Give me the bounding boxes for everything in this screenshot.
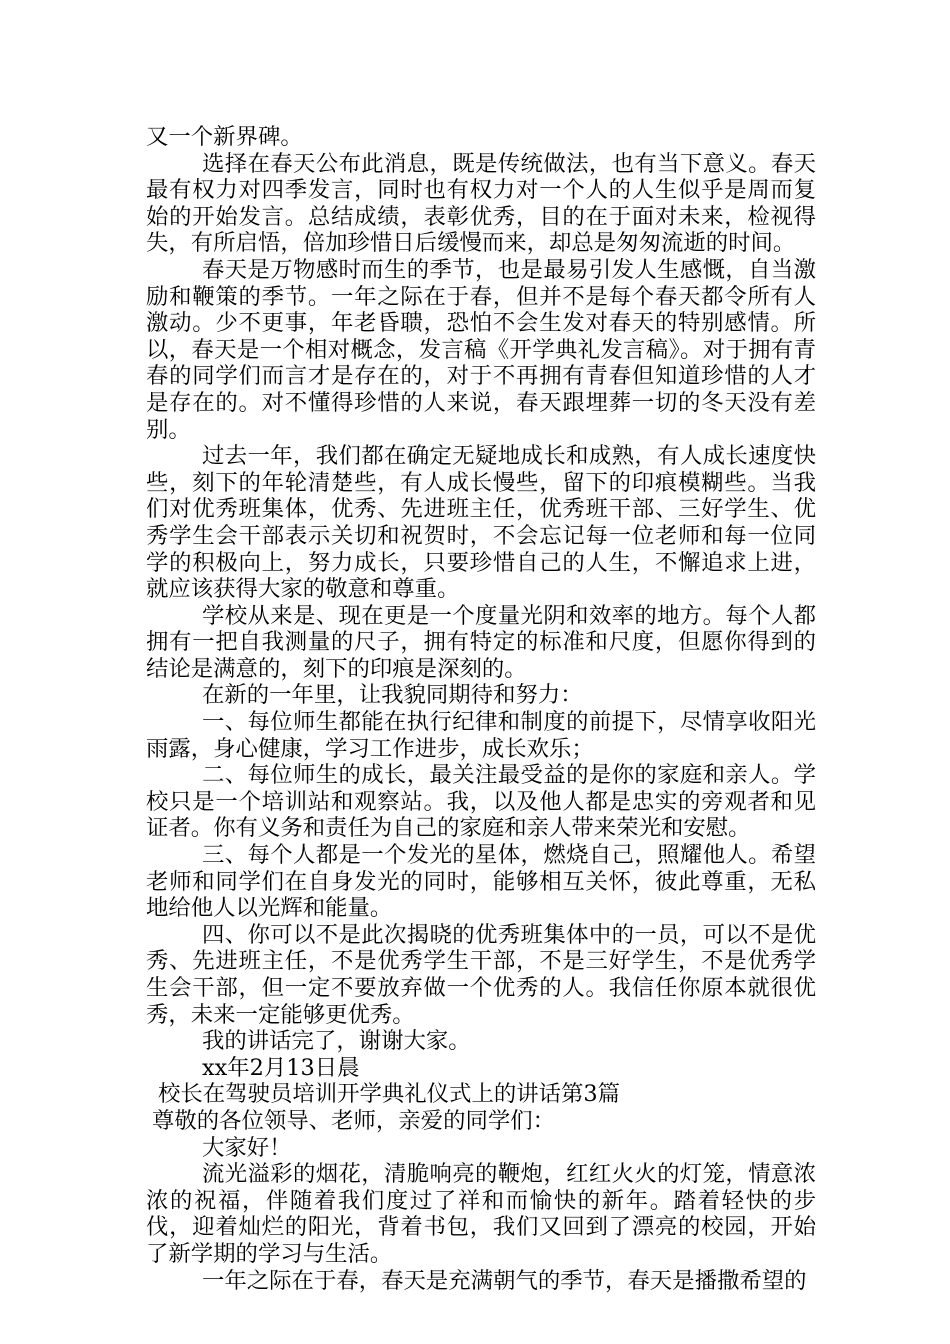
paragraph: 过去一年，我们都在确定无疑地成长和成熟，有人成长速度快些，刻下的年轮清楚些，有人成长慢些，留下的印痕模糊些。当我们对优秀班集体，优秀、先进班主任，优秀班干部、三好学生、优秀学生会干部表示关切和祝贺时，不会忘记每一位老师和每一位同学的积极向上，努力成长，只要珍惜自己的人生，不懈追求上进，就应该获得大家的敬意和尊重。: [146, 443, 816, 603]
salutation: 尊敬的各位领导、老师，亲爱的同学们：: [152, 1107, 556, 1134]
paragraph: 春天是万物感时而生的季节，也是最易引发人生感慨，自当激励和鞭策的季节。一年之际在于春，但并不是每个春天都令所有人激动。少不更事，年老昏聩，恐怕不会生发对春天的特别感情。所以，春天是一个相对概念，发言稿《开学典礼发言稿》。对于拥有青春的同学们而言才是存在的，对于不再拥有青春但知道珍惜的人才是存在的。对不懂得珍惜的人来说，春天跟埋葬一切的冬天没有差别。: [146, 256, 816, 443]
paragraph: 在新的一年里，让我貌同期待和努力：: [202, 682, 583, 709]
paragraph: 选择在春天公布此消息，既是传统做法，也有当下意义。春天最有权力对四季发言，同时也有权力对一个人的人生似乎是周而复始的开始发言。总结成绩，表彰优秀，目的在于面对未来，检视得失，有所启悟，倍加珍惜日后缓慢而来，却总是匆匆流逝的时间。: [146, 150, 816, 257]
document-body: [146, 124, 816, 1294]
speech-date: xx年2月13日晨: [202, 1054, 360, 1081]
list-item-one: 一、每位师生都能在执行纪律和制度的前提下，尽情享收阳光雨露，身心健康，学习工作进步，成长欢乐；: [146, 709, 816, 762]
list-item-four: 四、你可以不是此次揭晓的优秀班集体中的一员，可以不是优秀、先进班主任，不是优秀学生干部，不是三好学生，不是优秀学生会干部，但一定不要放弃做一个优秀的人。我信任你原本就很优秀，未来一定能够更优秀。: [146, 921, 816, 1028]
list-item-two: 二、每位师生的成长，最关注最受益的是你的家庭和亲人。学校只是一个培训站和观察站。我，以及他人都是忠实的旁观者和见证者。你有义务和责任为自己的家庭和亲人带来荣光和安慰。: [146, 762, 816, 842]
section-title: 校长在驾驶员培训开学典礼仪式上的讲话第3篇: [158, 1081, 621, 1108]
paragraph: 一年之际在于春，春天是充满朝气的季节，春天是播撒希望的: [202, 1267, 807, 1294]
paragraph: 流光溢彩的烟花，清脆响亮的鞭炮，红红火火的灯笼，情意浓浓的祝福，伴随着我们度过了祥和而愉快的新年。踏着轻快的步伐，迎着灿烂的阳光，背着书包，我们又回到了漂亮的校园，开始了新学期的学习与生活。: [146, 1161, 816, 1267]
greeting: 大家好！: [202, 1134, 292, 1161]
paragraph: 又一个新界碑。: [146, 124, 303, 150]
list-item-three: 三、每个人都是一个发光的星体，燃烧自己，照耀他人。希望老师和同学们在自身发光的同时，能够相互关怀，彼此尊重，无私地给他人以光辉和能量。: [146, 842, 816, 922]
paragraph: 学校从来是、现在更是一个度量光阴和效率的地方。每个人都拥有一把自我测量的尺子，拥有特定的标准和尺度，但愿你得到的结论是满意的，刻下的印痕是深刻的。: [146, 602, 816, 682]
closing-remark: 我的讲话完了，谢谢大家。: [202, 1028, 471, 1055]
